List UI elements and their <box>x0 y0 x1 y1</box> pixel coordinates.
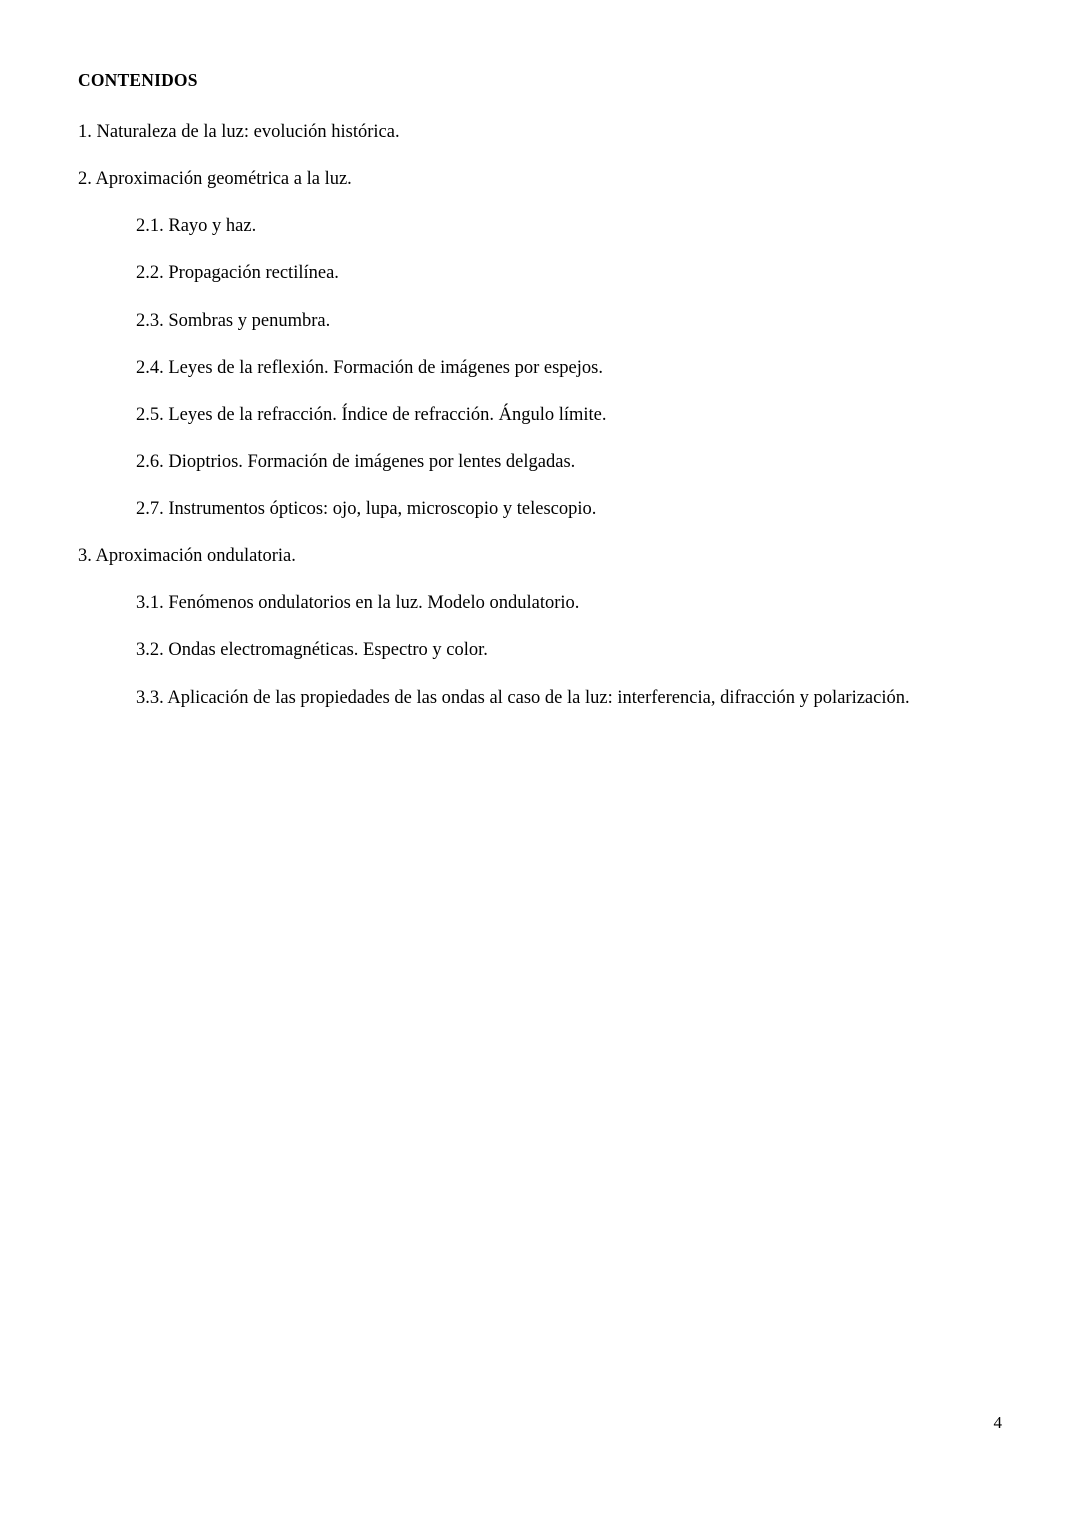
page-title: CONTENIDOS <box>78 70 198 90</box>
list-item: 3.3. Aplicación de las propiedades de las ondas al caso de la luz: interferencia, difracción y polarización. <box>136 687 910 708</box>
list-item: 3.1. Fenómenos ondulatorios en la luz. Modelo ondulatorio. <box>136 593 580 614</box>
page-number: 4 <box>993 1413 1002 1432</box>
list-item: 2.7. Instrumentos ópticos: ojo, lupa, microscopio y telescopio. <box>136 499 597 519</box>
list-item: 2.2. Propagación rectilínea. <box>136 263 339 284</box>
list-item: 1. Naturaleza de la luz: evolución histórica. <box>78 122 400 142</box>
contents-list <box>78 121 1002 710</box>
list-item: 2.6. Dioptrios. Formación de imágenes por lentes delgadas. <box>136 451 576 472</box>
list-item: 3.2. Ondas electromagnéticas. Espectro y color. <box>136 640 488 661</box>
list-item: 3. Aproximación ondulatoria. <box>78 546 296 567</box>
list-item: 2.1. Rayo y haz. <box>136 216 257 237</box>
list-item: 2.3. Sombras y penumbra. <box>136 310 331 331</box>
list-item: 2.4. Leyes de la reflexión. Formación de imágenes por espejos. <box>136 357 603 378</box>
list-item: 2.5. Leyes de la refracción. Índice de refracción. Ángulo límite. <box>136 404 607 425</box>
list-item: 2. Aproximación geométrica a la luz. <box>78 169 352 190</box>
